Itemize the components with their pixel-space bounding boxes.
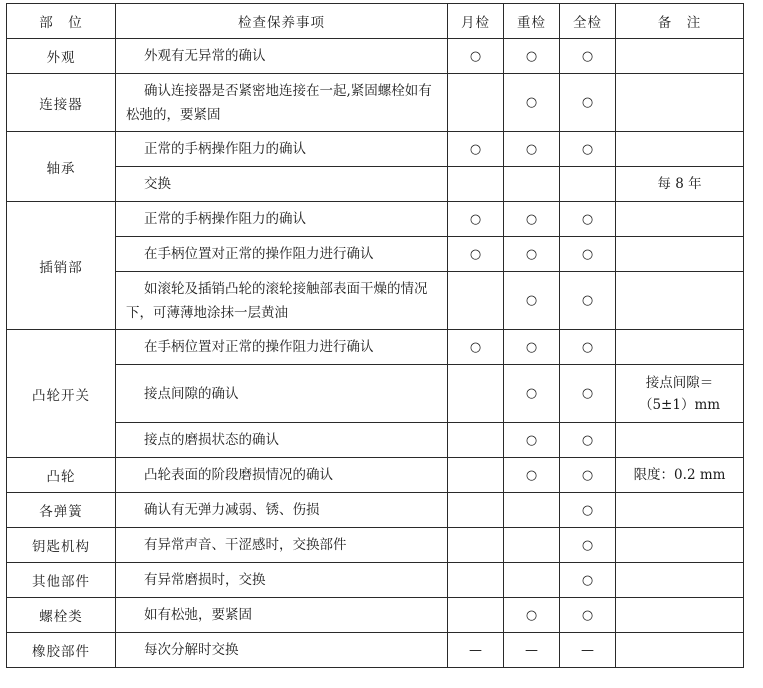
heavy-cell: ○ [504,458,560,493]
table-row [7,237,744,272]
table-row [7,563,744,598]
part-cell: 外观 [7,39,116,74]
heavy-cell: ○ [504,330,560,365]
monthly-cell: — [448,633,504,668]
item-cell: 如有松弛，要紧固 [116,598,448,633]
contact-gap-value: （5±1）mm [638,396,721,413]
monthly-cell: ○ [448,39,504,74]
item-cell: 凸轮表面的阶段磨损情况的确认 [116,458,448,493]
table-row [7,272,744,330]
item-cell: 交换 [116,167,448,202]
part-cell: 螺栓类 [7,598,116,633]
note-cell [616,423,744,458]
full-cell: ○ [560,272,616,330]
table-row [7,423,744,458]
full-cell: ○ [560,563,616,598]
heavy-cell: ○ [504,598,560,633]
note-cell [616,330,744,365]
header-full: 全检 [560,4,616,39]
monthly-cell [448,167,504,202]
maintenance-table [6,3,744,668]
table-row [7,330,744,365]
header-heavy: 重检 [504,4,560,39]
item-cell: 有异常磨损时，交换 [116,563,448,598]
table-row [7,528,744,563]
heavy-cell: ○ [504,423,560,458]
full-cell: ○ [560,423,616,458]
table-row [7,493,744,528]
note-cell [616,74,744,132]
full-cell: ○ [560,365,616,423]
monthly-cell [448,598,504,633]
heavy-cell [504,563,560,598]
heavy-cell: ○ [504,272,560,330]
heavy-cell: — [504,633,560,668]
item-cell: 在手柄位置对正常的操作阻力进行确认 [116,237,448,272]
item-cell: 正常的手柄操作阻力的确认 [116,202,448,237]
header-part: 部 位 [7,4,116,39]
heavy-cell: ○ [504,132,560,167]
item-cell: 正常的手柄操作阻力的确认 [116,132,448,167]
monthly-cell [448,563,504,598]
table-row [7,202,744,237]
note-cell [616,237,744,272]
note-cell [616,365,744,423]
table-row [7,39,744,74]
note-cell [616,39,744,74]
heavy-cell [504,493,560,528]
part-cell: 其他部件 [7,563,116,598]
note-cell [616,202,744,237]
full-cell: ○ [560,458,616,493]
note-cell [616,132,744,167]
note-cell [616,633,744,668]
monthly-cell: ○ [448,202,504,237]
note-cell: 每 8 年 [616,167,744,202]
item-cell: 确认有无弹力减弱、锈、伤损 [116,493,448,528]
item-cell: 如滚轮及插销凸轮的滚轮接触部表面干燥的情况下，可薄薄地涂抹一层黄油 [116,272,448,330]
table-row [7,633,744,668]
heavy-cell [504,167,560,202]
item-cell: 在手柄位置对正常的操作阻力进行确认 [116,330,448,365]
note-cell [616,598,744,633]
full-cell: — [560,633,616,668]
table-row [7,365,744,423]
full-cell: ○ [560,39,616,74]
note-cell [616,272,744,330]
item-cell: 有异常声音、干涩感时，交换部件 [116,528,448,563]
item-cell: 外观有无异常的确认 [116,39,448,74]
heavy-cell: ○ [504,39,560,74]
heavy-cell: ○ [504,237,560,272]
part-cell: 橡胶部件 [7,633,116,668]
full-cell [560,167,616,202]
monthly-cell [448,528,504,563]
heavy-cell: ○ [504,202,560,237]
header-row [7,4,744,39]
note-cell: 限度：0.2 mm [616,458,744,493]
part-cell: 凸轮开关 [7,330,116,458]
monthly-cell: ○ [448,132,504,167]
header-item: 检查保养事项 [116,4,448,39]
part-cell: 凸轮 [7,458,116,493]
item-cell: 接点的磨损状态的确认 [116,423,448,458]
monthly-cell [448,74,504,132]
full-cell: ○ [560,132,616,167]
table-row [7,167,744,202]
monthly-cell [448,365,504,423]
table-row [7,598,744,633]
contact-gap-label: 接点间隙＝ [645,374,714,391]
monthly-cell [448,458,504,493]
full-cell: ○ [560,493,616,528]
header-monthly: 月检 [448,4,504,39]
part-cell: 钥匙机构 [7,528,116,563]
monthly-cell [448,493,504,528]
note-cell [616,563,744,598]
full-cell: ○ [560,330,616,365]
monthly-cell [448,423,504,458]
monthly-cell: ○ [448,330,504,365]
item-cell: 每次分解时交换 [116,633,448,668]
heavy-cell: ○ [504,74,560,132]
item-cell: 确认连接器是否紧密地连接在一起,紧固螺栓如有松弛的，要紧固 [116,74,448,132]
full-cell: ○ [560,74,616,132]
heavy-cell [504,528,560,563]
heavy-cell: ○ [504,365,560,423]
full-cell: ○ [560,202,616,237]
part-cell: 轴承 [7,132,116,202]
table-row [7,458,744,493]
part-cell: 插销部 [7,202,116,330]
note-cell [616,493,744,528]
part-cell: 各弹簧 [7,493,116,528]
table-row [7,132,744,167]
monthly-cell: ○ [448,237,504,272]
part-cell: 连接器 [7,74,116,132]
header-note: 备 注 [616,4,744,39]
full-cell: ○ [560,528,616,563]
table-row [7,74,744,132]
item-cell: 接点间隙的确认 [116,365,448,423]
note-cell [616,528,744,563]
monthly-cell [448,272,504,330]
full-cell: ○ [560,598,616,633]
full-cell: ○ [560,237,616,272]
